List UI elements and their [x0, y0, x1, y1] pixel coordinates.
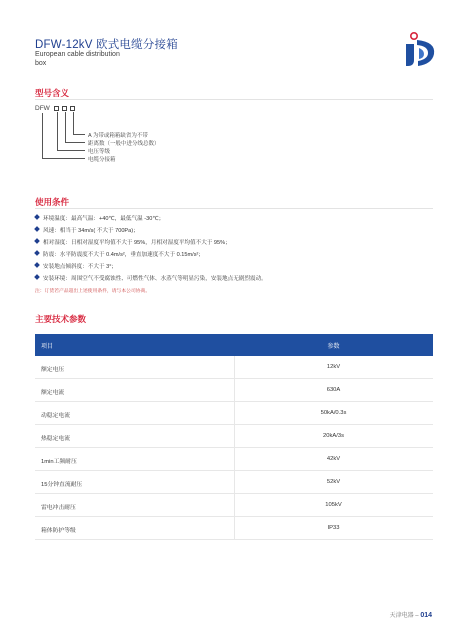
row-item: 动稳定电流 [41, 413, 70, 419]
condition-item [35, 250, 204, 258]
params-table [35, 334, 433, 540]
diag-line [65, 112, 66, 142]
title-en-line1: European cable distribution [35, 51, 120, 58]
diag-line [42, 113, 43, 158]
model-label-circuits: 距离数（一般中进分线总数） [88, 141, 160, 147]
header-item: 项目 [41, 344, 54, 350]
diamond-bullet-icon [34, 238, 40, 244]
diag-line [57, 112, 58, 150]
condition-text: 安装环境：周围空气不受腐蚀性、可燃性气体、水蒸气等明显污染，安装地点无剧烈震动。 [43, 276, 267, 282]
diag-line [73, 112, 74, 134]
section-title-model: 型号含义 [35, 88, 70, 98]
order-note: 注：订货若产品超出上述使用条件，请与本公司协商。 [35, 289, 151, 294]
page-title-en [35, 50, 155, 68]
condition-item [35, 226, 139, 234]
diamond-bullet-icon [34, 274, 40, 280]
model-box [62, 106, 67, 111]
row-value: 20kA/3s [323, 433, 344, 439]
row-item: 1min工频耐压 [41, 459, 77, 465]
header-param: 参数 [327, 344, 340, 350]
model-box [70, 106, 75, 111]
diamond-bullet-icon [34, 250, 40, 256]
row-item: 额定电流 [41, 390, 65, 396]
table-header [35, 334, 433, 356]
company-logo-icon [402, 30, 438, 70]
condition-text: 风速：相当于 34m/s( 不大于 700Pa)； [43, 228, 139, 234]
table-row [35, 379, 433, 402]
page-footer [390, 610, 432, 619]
row-value: 52kV [326, 479, 341, 485]
row-value: 12kV [326, 364, 341, 370]
row-value: 105kV [325, 502, 342, 508]
model-label-a: A 为带或箱箱缺省为不带 [88, 133, 148, 139]
model-label-voltage: 电压等级 [88, 149, 111, 155]
row-item: 箱体防护等级 [41, 528, 76, 534]
row-item: 热稳定电流 [41, 436, 70, 442]
table-row [35, 471, 433, 494]
table-row [35, 425, 433, 448]
page-title-cn: DFW-12kV 欧式电缆分接箱 [35, 39, 178, 51]
title-en-line2: box [35, 60, 47, 67]
condition-item [35, 262, 117, 270]
diag-line [73, 134, 85, 135]
row-item: 雷电冲击耐压 [41, 505, 76, 511]
condition-item [35, 214, 164, 222]
model-prefix: DFW [35, 105, 50, 112]
footer-text: 天津电器 – [389, 613, 421, 619]
condition-item [35, 274, 267, 282]
diamond-bullet-icon [34, 226, 40, 232]
diamond-bullet-icon [34, 262, 40, 268]
diag-line [42, 158, 85, 159]
section-rule [35, 99, 433, 100]
condition-text: 环境温度：最高气温：+40℃，最低气温 -30℃； [43, 216, 165, 222]
condition-item [35, 238, 231, 246]
model-box [54, 106, 59, 111]
row-value: 630A [326, 387, 341, 393]
table-row [35, 402, 433, 425]
row-value: 50kA/0.3s [320, 410, 347, 416]
table-row [35, 517, 433, 540]
model-label-box: 电缆分接箱 [88, 157, 116, 163]
diamond-bullet-icon [34, 214, 40, 220]
table-row [35, 448, 433, 471]
condition-text: 安装地点倾斜度：不大于 3°； [43, 264, 118, 270]
page-number: 014 [420, 612, 432, 619]
section-rule [35, 208, 433, 209]
diag-line [57, 150, 85, 151]
row-value: IP33 [327, 525, 340, 531]
section-title-params: 主要技术参数 [35, 314, 87, 324]
condition-text: 防震：水平防震度不大于 0.4m/s²，垂直加速度不大于 0.15m/s²； [43, 252, 204, 258]
table-row [35, 494, 433, 517]
row-value: 42kV [326, 456, 341, 462]
row-item: 15分钟直流耐压 [41, 482, 83, 488]
table-row [35, 356, 433, 379]
row-item: 额定电压 [41, 367, 65, 373]
diag-line [65, 142, 85, 143]
section-title-conditions: 使用条件 [35, 197, 70, 207]
condition-text: 相对湿度：日相对湿度平均值不大于 95%，月相对湿度平均值不大于 95%； [43, 240, 231, 246]
